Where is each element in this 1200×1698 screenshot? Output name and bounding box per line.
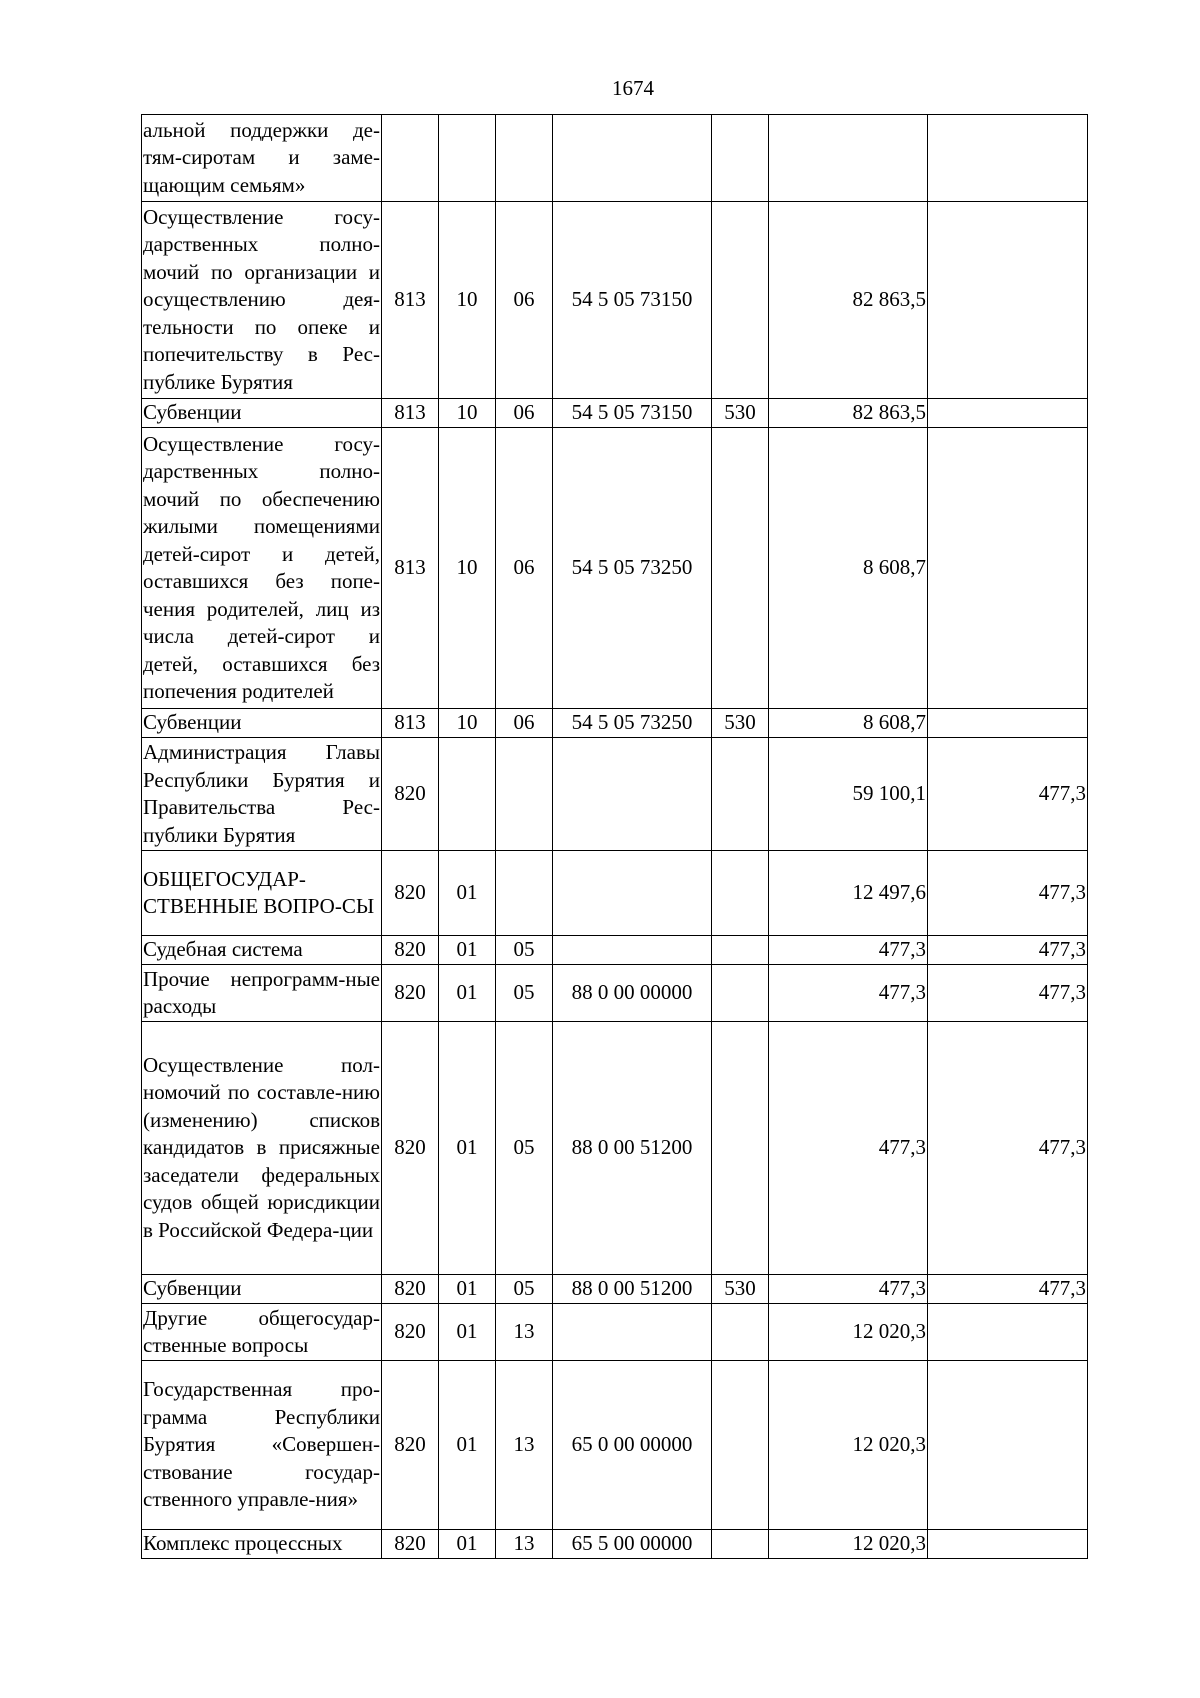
grbs-cell: 813 <box>382 709 439 738</box>
subsection-cell: 06 <box>496 202 553 399</box>
table-row <box>142 399 1088 428</box>
grbs-cell: 820 <box>382 965 439 1022</box>
subvention-sum-cell: 477,3 <box>928 965 1088 1022</box>
target-article-cell: 54 5 05 73250 <box>553 709 712 738</box>
sum-cell: 59 100,1 <box>769 738 928 851</box>
grbs-cell: 813 <box>382 202 439 399</box>
table-row <box>142 709 1088 738</box>
expense-type-cell <box>712 1304 769 1361</box>
subvention-sum-cell <box>928 202 1088 399</box>
section-cell: 10 <box>439 399 496 428</box>
row-name: альной поддержки де-тям-сиротам и заме-щающим семьям» <box>142 115 382 202</box>
target-article-cell <box>553 851 712 936</box>
subsection-cell: 05 <box>496 1022 553 1275</box>
sum-cell: 477,3 <box>769 1275 928 1304</box>
section-cell: 01 <box>439 965 496 1022</box>
row-name: Администрация Главы Республики Бурятия и Правительства Рес-публики Бурятия <box>142 738 382 851</box>
subsection-cell: 13 <box>496 1530 553 1559</box>
subsection-cell <box>496 738 553 851</box>
section-cell <box>439 115 496 202</box>
page-number: 1674 <box>612 76 654 100</box>
expense-type-cell: 530 <box>712 709 769 738</box>
expense-type-cell <box>712 738 769 851</box>
expense-type-cell <box>712 1530 769 1559</box>
subvention-sum-cell: 477,3 <box>928 851 1088 936</box>
grbs-cell <box>382 115 439 202</box>
table-row <box>142 428 1088 709</box>
sum-cell: 477,3 <box>769 1022 928 1275</box>
section-cell: 10 <box>439 428 496 709</box>
subvention-sum-cell <box>928 1361 1088 1530</box>
expense-type-cell <box>712 1361 769 1530</box>
target-article-cell: 54 5 05 73150 <box>553 202 712 399</box>
sum-cell: 12 020,3 <box>769 1304 928 1361</box>
sum-cell: 8 608,7 <box>769 709 928 738</box>
section-cell: 01 <box>439 1275 496 1304</box>
target-article-cell: 54 5 05 73250 <box>553 428 712 709</box>
subsection-cell: 06 <box>496 709 553 738</box>
subsection-cell: 06 <box>496 399 553 428</box>
target-article-cell <box>553 115 712 202</box>
section-cell <box>439 738 496 851</box>
table-row <box>142 1275 1088 1304</box>
section-cell: 01 <box>439 936 496 965</box>
grbs-cell: 820 <box>382 936 439 965</box>
table-row <box>142 1304 1088 1361</box>
section-cell: 01 <box>439 1361 496 1530</box>
subvention-sum-cell: 477,3 <box>928 1275 1088 1304</box>
table-row <box>142 936 1088 965</box>
row-name: Другие общегосудар-ственные вопросы <box>142 1304 382 1361</box>
subvention-sum-cell: 477,3 <box>928 936 1088 965</box>
table-row <box>142 965 1088 1022</box>
grbs-cell: 820 <box>382 738 439 851</box>
section-cell: 10 <box>439 202 496 399</box>
row-name: Государственная про-грамма Республики Бурятия «Совершен-ствование государ-ственного управле-ния» <box>142 1361 382 1530</box>
subsection-cell: 05 <box>496 1275 553 1304</box>
expense-type-cell: 530 <box>712 399 769 428</box>
row-name: Субвенции <box>142 1275 382 1304</box>
grbs-cell: 813 <box>382 399 439 428</box>
subvention-sum-cell <box>928 399 1088 428</box>
expense-type-cell <box>712 965 769 1022</box>
subsection-cell: 05 <box>496 936 553 965</box>
sum-cell <box>769 115 928 202</box>
expense-type-cell <box>712 1022 769 1275</box>
subsection-cell: 13 <box>496 1304 553 1361</box>
grbs-cell: 820 <box>382 1275 439 1304</box>
target-article-cell: 88 0 00 00000 <box>553 965 712 1022</box>
target-article-cell: 88 0 00 51200 <box>553 1022 712 1275</box>
grbs-cell: 820 <box>382 1361 439 1530</box>
grbs-cell: 820 <box>382 851 439 936</box>
expense-type-cell <box>712 936 769 965</box>
sum-cell: 82 863,5 <box>769 399 928 428</box>
sum-cell: 477,3 <box>769 936 928 965</box>
subsection-cell: 06 <box>496 428 553 709</box>
target-article-cell <box>553 1304 712 1361</box>
sum-cell: 12 020,3 <box>769 1361 928 1530</box>
grbs-cell: 820 <box>382 1304 439 1361</box>
expense-type-cell <box>712 202 769 399</box>
sum-cell: 8 608,7 <box>769 428 928 709</box>
expense-type-cell <box>712 428 769 709</box>
section-cell: 10 <box>439 709 496 738</box>
subvention-sum-cell <box>928 709 1088 738</box>
grbs-cell: 820 <box>382 1022 439 1275</box>
row-name: Осуществление госу-дарственных полно-мочий по организации и осуществлению дея-тельности по опеке и попечительству в Рес-публике Бурятия <box>142 202 382 399</box>
grbs-cell: 820 <box>382 1530 439 1559</box>
table-row <box>142 1530 1088 1559</box>
grbs-cell: 813 <box>382 428 439 709</box>
subsection-cell: 13 <box>496 1361 553 1530</box>
subvention-sum-cell: 477,3 <box>928 1022 1088 1275</box>
subvention-sum-cell <box>928 1530 1088 1559</box>
section-cell: 01 <box>439 1304 496 1361</box>
subsection-cell <box>496 115 553 202</box>
target-article-cell: 54 5 05 73150 <box>553 399 712 428</box>
row-name: ОБЩЕГОСУДАР-СТВЕННЫЕ ВОПРО-СЫ <box>142 851 382 936</box>
target-article-cell: 88 0 00 51200 <box>553 1275 712 1304</box>
row-name: Осуществление госу-дарственных полно-мочий по обеспечению жилыми помещениями детей-сирот и детей, оставшихся без попе-чения родителей, лиц из числа детей-сирот и детей, оставшихся без попечения родителей <box>142 428 382 709</box>
subvention-sum-cell <box>928 115 1088 202</box>
subvention-sum-cell: 477,3 <box>928 738 1088 851</box>
subsection-cell: 05 <box>496 965 553 1022</box>
target-article-cell <box>553 738 712 851</box>
sum-cell: 82 863,5 <box>769 202 928 399</box>
expense-type-cell: 530 <box>712 1275 769 1304</box>
table-row <box>142 1022 1088 1275</box>
target-article-cell: 65 5 00 00000 <box>553 1530 712 1559</box>
sum-cell: 12 497,6 <box>769 851 928 936</box>
subvention-sum-cell <box>928 428 1088 709</box>
target-article-cell: 65 0 00 00000 <box>553 1361 712 1530</box>
row-name: Судебная система <box>142 936 382 965</box>
row-name: Субвенции <box>142 709 382 738</box>
table-row <box>142 202 1088 399</box>
row-name: Осуществление пол-номочий по составле-нию (изменению) списков кандидатов в присяжные заседатели федеральных судов общей юрисдикции в Российской Федера-ции <box>142 1022 382 1275</box>
row-name: Комплекс процессных <box>142 1530 382 1559</box>
budget-table <box>141 114 1088 1559</box>
subvention-sum-cell <box>928 1304 1088 1361</box>
table-row <box>142 115 1088 202</box>
table-row <box>142 851 1088 936</box>
section-cell: 01 <box>439 1022 496 1275</box>
section-cell: 01 <box>439 851 496 936</box>
subsection-cell <box>496 851 553 936</box>
sum-cell: 12 020,3 <box>769 1530 928 1559</box>
target-article-cell <box>553 936 712 965</box>
section-cell: 01 <box>439 1530 496 1559</box>
table-row <box>142 1361 1088 1530</box>
row-name: Прочие непрограмм-ные расходы <box>142 965 382 1022</box>
expense-type-cell <box>712 851 769 936</box>
expense-type-cell <box>712 115 769 202</box>
sum-cell: 477,3 <box>769 965 928 1022</box>
row-name: Субвенции <box>142 399 382 428</box>
table-row <box>142 738 1088 851</box>
